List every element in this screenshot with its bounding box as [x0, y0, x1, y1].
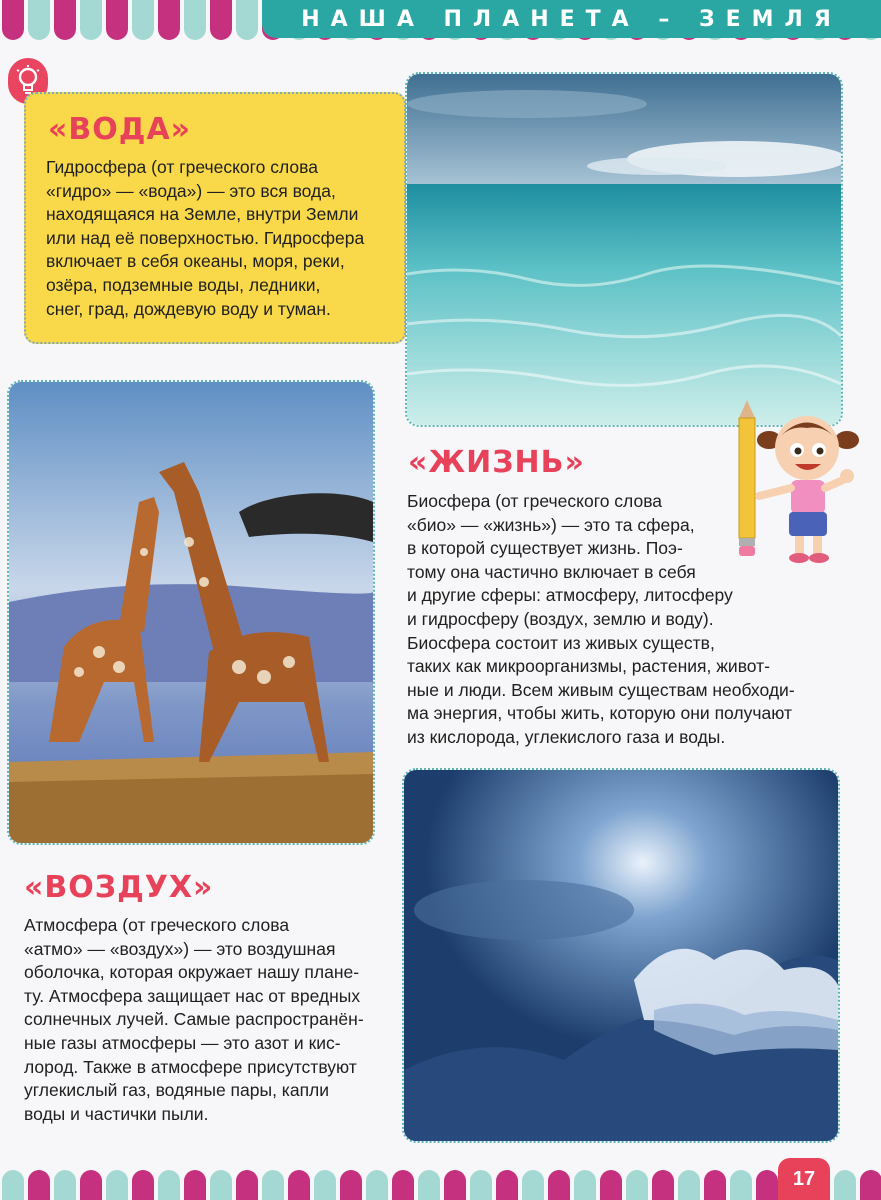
girl-with-pencil-illustration — [725, 400, 860, 572]
scallop-decoration — [314, 1170, 336, 1200]
scallop-decoration — [730, 1170, 752, 1200]
scallop-decoration — [210, 0, 232, 40]
scallop-decoration — [600, 1170, 622, 1200]
air-line: ту. Атмосфера защищает нас от вредных — [24, 985, 361, 1006]
scallop-decoration — [860, 1170, 881, 1200]
life-line: таких как микроорганизмы, растения, живот- — [407, 656, 770, 677]
scallop-decoration — [184, 1170, 206, 1200]
air-line: лород. Также в атмосфере присутствуют — [24, 1056, 357, 1077]
air-line: солнечных лучей. Самые распространён- — [24, 1009, 364, 1030]
scallop-decoration — [262, 1170, 284, 1200]
scallop-decoration — [184, 0, 206, 40]
scallop-decoration — [28, 1170, 50, 1200]
scallop-decoration — [626, 1170, 648, 1200]
water-line: или над её поверхностью. Гидросфера — [46, 227, 365, 248]
water-title: «ВОДА» — [48, 112, 192, 147]
life-line: тому она частично включает в себя — [407, 561, 696, 582]
water-line: «гидро» — «вода») — это вся вода, — [46, 180, 336, 201]
scallop-decoration — [756, 1170, 778, 1200]
scallop-decoration — [704, 1170, 726, 1200]
page-number: 17 — [778, 1158, 830, 1200]
air-line: воды и частички пыли. — [24, 1103, 209, 1124]
water-text — [46, 156, 364, 321]
scallop-decoration — [444, 1170, 466, 1200]
life-line: из кислорода, углекислого газа и воды. — [407, 726, 726, 747]
scallop-decoration — [548, 1170, 570, 1200]
life-line: и другие сферы: атмосферу, литосферу — [407, 585, 733, 606]
header-title: НАША ПЛАНЕТА – ЗЕМЛЯ — [301, 6, 842, 32]
air-text — [24, 914, 364, 1126]
life-line: ма энергия, чтобы жить, которую они получают — [407, 703, 792, 724]
giraffes-photo — [7, 380, 375, 845]
scallop-decoration — [158, 1170, 180, 1200]
bottom-scalloped-border — [0, 1166, 881, 1200]
scallop-decoration — [496, 1170, 518, 1200]
scallop-decoration — [574, 1170, 596, 1200]
scallop-decoration — [470, 1170, 492, 1200]
scallop-decoration — [2, 0, 24, 40]
cloudy-sky-photo — [402, 768, 840, 1143]
scallop-decoration — [106, 0, 128, 40]
scallop-decoration — [236, 0, 258, 40]
life-line: в которой существует жизнь. Поэ- — [407, 538, 683, 559]
header-banner — [262, 0, 881, 38]
scallop-decoration — [418, 1170, 440, 1200]
scallop-decoration — [2, 1170, 24, 1200]
life-title: «ЖИЗНЬ» — [408, 445, 585, 480]
air-line: оболочка, которая окружает нашу плане- — [24, 962, 360, 983]
scallop-decoration — [678, 1170, 700, 1200]
air-line: углекислый газ, водяные пары, капли — [24, 1080, 330, 1101]
air-line: «атмо» — «воздух») — это воздушная — [24, 938, 336, 959]
scallop-decoration — [80, 1170, 102, 1200]
scallop-decoration — [28, 0, 50, 40]
water-line: находящаяся на Земле, внутри Земли — [46, 204, 359, 225]
scallop-decoration — [392, 1170, 414, 1200]
scallop-decoration — [522, 1170, 544, 1200]
scallop-decoration — [132, 0, 154, 40]
scallop-decoration — [106, 1170, 128, 1200]
life-line: Биосфера (от греческого слова — [407, 491, 663, 511]
life-line: и гидросферу (воздух, землю и воду). — [407, 608, 714, 629]
scallop-decoration — [54, 0, 76, 40]
life-line: Биосфера состоит из живых существ, — [407, 632, 715, 653]
scallop-decoration — [340, 1170, 362, 1200]
water-line: озёра, подземные воды, ледники, — [46, 274, 321, 295]
air-title: «ВОЗДУХ» — [24, 870, 214, 905]
water-line: Гидросфера (от греческого слова — [46, 157, 318, 177]
scallop-decoration — [366, 1170, 388, 1200]
life-line: «био» — «жизнь») — это та сфера, — [407, 514, 695, 535]
scallop-decoration — [80, 0, 102, 40]
scallop-decoration — [834, 1170, 856, 1200]
air-line: Атмосфера (от греческого слова — [24, 915, 290, 935]
scallop-decoration — [158, 0, 180, 40]
scallop-decoration — [288, 1170, 310, 1200]
scallop-decoration — [54, 1170, 76, 1200]
scallop-decoration — [132, 1170, 154, 1200]
air-line: ные газы атмосферы — это азот и кис- — [24, 1032, 341, 1053]
life-line: ные и люди. Всем живым существам необходи- — [407, 679, 795, 700]
water-line: включает в себя океаны, моря, реки, — [46, 251, 345, 272]
scallop-decoration — [210, 1170, 232, 1200]
scallop-decoration — [236, 1170, 258, 1200]
water-line: снег, град, дождевую воду и туман. — [46, 298, 331, 319]
ocean-photo — [405, 72, 843, 427]
scallop-decoration — [652, 1170, 674, 1200]
